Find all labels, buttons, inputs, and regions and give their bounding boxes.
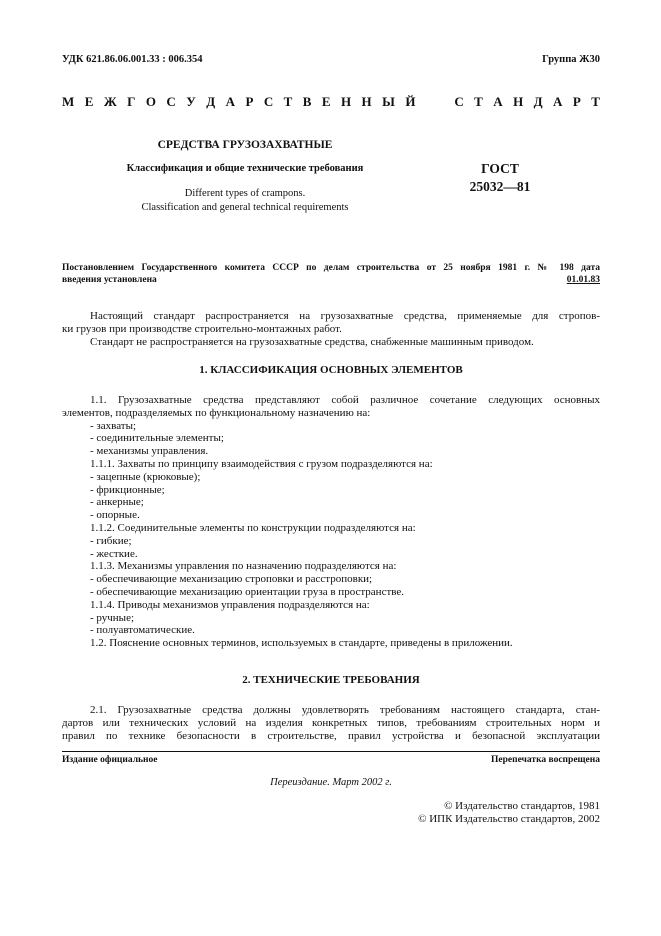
english-title-line2: Classification and general technical requirements: [141, 202, 349, 213]
banner-letter: О: [145, 94, 156, 109]
gost-label: ГОСТ: [481, 161, 519, 176]
section1-line: 1.1.2. Соединительные элементы по конструкции подразделяются на:: [90, 521, 416, 534]
banner-letter: А: [553, 94, 563, 109]
english-title: [62, 187, 428, 215]
document-title: СРЕДСТВА ГРУЗОЗАХВАТНЫЕ: [157, 139, 333, 151]
section1-line: - механизмы управления.: [90, 445, 209, 458]
udk-code: УДК 621.86.06.001.33 : 006.354: [62, 54, 203, 65]
gost-designation: [445, 160, 555, 196]
section1-line: 1.2. Пояснение основных терминов, используемых в стандарте, приведены в приложении.: [90, 637, 513, 650]
banner-letter: Д: [533, 94, 543, 109]
effective-date: 01.01.83: [566, 275, 600, 285]
section1-heading: 1. КЛАССИФИКАЦИЯ ОСНОВНЫХ ЭЛЕМЕНТОВ: [199, 364, 463, 376]
section1-line: - полуавтоматические.: [90, 624, 195, 637]
section1-body: [62, 394, 600, 650]
decree-line2: [62, 274, 600, 286]
section1-line: - жесткие.: [90, 547, 138, 560]
banner-letter: Н: [361, 94, 372, 109]
decree-text: введения установлена: [62, 275, 157, 285]
banner-letter: Т: [474, 94, 483, 109]
section1-line: 1.1.4. Приводы механизмов управления подразделяются на:: [90, 598, 370, 611]
section1-line: 1.1.3. Механизмы управления по назначению подразделяются на:: [90, 560, 397, 573]
section1-line: - соединительные элементы;: [90, 432, 224, 445]
section2-line3: правил по технике безопасности в строительстве, правил устройства и безопасной эксплуатации: [62, 729, 600, 742]
banner-letter: Т: [591, 94, 600, 109]
section1-line: - опорные.: [90, 509, 140, 522]
interstate-standard-banner: [62, 94, 600, 110]
banner-letter: С: [263, 94, 274, 109]
intro-p1-line2: ки грузов при производстве строительно-монтажных работ.: [62, 322, 342, 335]
banner-letter: У: [186, 94, 196, 109]
banner-letter: Н: [340, 94, 352, 109]
banner-letter: С: [166, 94, 176, 109]
section1-line: - обеспечивающие механизацию строповки и расстроповки;: [90, 573, 373, 586]
section1-line: - зацепные (крюковые);: [90, 470, 201, 483]
gost-number: 25032—81: [469, 179, 531, 194]
reprint-prohibited: Перепечатка воспрещена: [490, 755, 600, 765]
banner-letter: Ж: [103, 94, 117, 109]
section1-line: - обеспечивающие механизацию ориентации груза в пространстве.: [90, 585, 405, 598]
section1-line: - захваты;: [90, 419, 137, 432]
banner-letter: Р: [572, 94, 581, 109]
section1-line: - ручные;: [90, 611, 135, 624]
banner-letter: Е: [84, 94, 94, 109]
banner-letter: Г: [127, 94, 136, 109]
section1-line: - фрикционные;: [90, 483, 165, 496]
banner-letter: С: [454, 94, 464, 109]
banner-letter: М: [62, 94, 75, 109]
section2-line2: дартов или технических условий на изделия конкретных типов, требованиям строительных норм и: [62, 716, 600, 729]
intro-section: [62, 310, 600, 348]
banner-letter: А: [225, 94, 235, 109]
section2-line1: 2.1. Грузозахватные средства должны удовлетворять требованиям настоящего стандарта, стан-: [90, 704, 600, 716]
intro-p2: Стандарт не распространяется на грузозахватные средства, снабженные машинным приводом.: [90, 335, 534, 348]
banner-letter: А: [493, 94, 503, 109]
copyright-block: [418, 800, 600, 826]
section1-line: - анкерные;: [90, 496, 144, 509]
reissue-note: Переиздание. Март 2002 г.: [270, 777, 392, 788]
banner-letter: Е: [321, 94, 331, 109]
english-title-line1: Different types of crampons.: [184, 188, 306, 199]
banner-letter: Т: [283, 94, 293, 109]
section1-line: - гибкие;: [90, 534, 132, 547]
section1-line: 1.1.1. Захваты по принципу взаимодействия с грузом подразделяются на:: [90, 457, 433, 470]
banner-letter: Н: [513, 94, 524, 109]
banner-letter: Ы: [382, 94, 395, 109]
banner-letter: Д: [206, 94, 216, 109]
copyright-1981: © Издательство стандартов, 1981: [444, 800, 600, 812]
section1-line: 1.1. Грузозахватные средства представляют собой различное сочетание следующих основных: [90, 394, 600, 406]
footer-divider: [62, 751, 600, 752]
document-subtitle: Классификация и общие технические требования: [126, 163, 364, 174]
banner-letter: Р: [245, 94, 254, 109]
banner-letter: Й: [405, 94, 416, 109]
banner-gap: [426, 94, 444, 110]
intro-p1-line1: Настоящий стандарт распространяется на грузозахватные средства, применяемые для стропов-: [90, 310, 600, 322]
section2-heading: 2. ТЕХНИЧЕСКИЕ ТРЕБОВАНИЯ: [242, 674, 420, 686]
group-code: Группа Ж30: [542, 54, 600, 65]
copyright-2002: © ИПК Издательство стандартов, 2002: [418, 813, 600, 825]
section1-line: элементов, подразделяемых по функциональному назначению на:: [62, 406, 371, 419]
banner-letter: В: [302, 94, 312, 109]
decree-line1: Постановлением Государственного комитета СССР по делам строительства от 25 ноября 1981 г. № 198 дата: [62, 263, 600, 273]
official-edition: Издание официальное: [62, 755, 158, 765]
section2-body: [62, 704, 600, 742]
